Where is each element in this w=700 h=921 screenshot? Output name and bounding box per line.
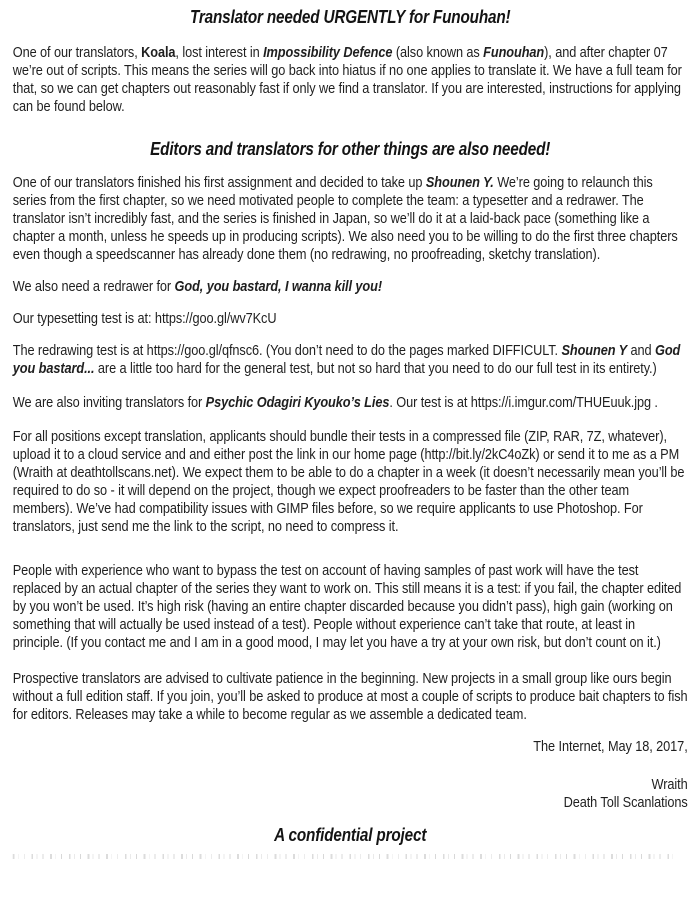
paragraph-redrawing-test bbox=[13, 342, 688, 378]
series-title-funouhan: Funouhan bbox=[483, 44, 545, 61]
text-segment: . Our test is at https://i.imgur.com/THUEuuk.jpg . bbox=[389, 394, 658, 411]
page-title: Translator needed URGENTLY for Funouhan! bbox=[189, 7, 511, 27]
text-segment: We are also inviting translators for bbox=[12, 394, 206, 411]
text-segment: We also need a redrawer for bbox=[12, 278, 175, 295]
section-title-editors-needed: Editors and translators for other things are also needed! bbox=[150, 139, 551, 159]
cutoff-next-line bbox=[13, 854, 674, 859]
paragraph-psychic-odagiri bbox=[13, 394, 688, 412]
signature-name: Wraith bbox=[651, 776, 688, 793]
series-title-god-you-bastard: God, you bastard, I wanna kill you! bbox=[174, 278, 382, 295]
document-page bbox=[0, 6, 700, 859]
text-segment: The redrawing test is at https://goo.gl/qfnsc6. (You don’t need to do the pages marked DIFFICULT. bbox=[12, 342, 562, 359]
signature-block bbox=[13, 738, 688, 812]
text-segment: People with experience who want to bypass the test on account of having samples of past work will have the test replaced by an actual chapter of the series they want to work on. This still means it is a test: if you fail, the chapter edited by you won’t be used. It’s high risk (having an entire chapter discarded because you didn’t pass), high gain (working on something that will actually be used instead of a test). People without experience can’t take that route, at least in principle. (If you contact me and I am in a good mood, I may let you have a try at your own risk, but don’t count on it.) bbox=[12, 562, 682, 651]
series-title-god-you-bastard: God you bastard... bbox=[12, 342, 681, 377]
signature-dateline: The Internet, May 18, 2017, bbox=[533, 738, 688, 755]
footer-title: A confidential project bbox=[274, 825, 427, 845]
signature-group: Death Toll Scanlations bbox=[563, 794, 688, 811]
text-segment: For all positions except translation, applicants should bundle their tests in a compressed file (ZIP, RAR, 7Z, whatever), upload it to a cloud service and and either post the link in our home page (http://bit.ly/2kC4oZk) or send it to me as a PM (Wraith at deathtollscans.net). We expect them to be able to do a chapter in a week (it doesn’t necessarily mean you’ll be required to do so - it will depend on the project, though we expect proofreaders to be faster than the other team members). We’ve had compatibility issues with GIMP files before, so we require applicants to use Photoshop. For translators, just send me the link to the script, no need to compress it. bbox=[12, 428, 685, 535]
series-title-psychic-odagiri: Psychic Odagiri Kyouko’s Lies bbox=[205, 394, 390, 411]
paragraph-funouhan-intro bbox=[13, 44, 688, 116]
paragraph-prospective-translators bbox=[13, 670, 688, 724]
text-segment: We’re going to relaunch this series from the first chapter, so we need motivated people to complete the team: a typesetter and a redrawer. The translator isn’t incredibly fast, and the series is finished in Japan, so we’ll do it at a laid-back pace (something like a chapter a month, unless he speeds up in producing scripts). We also need you to be willing to do the first three chapters even though a speedscanner has already done them (no redrawing, no proofreading, sketchy translation). bbox=[12, 174, 678, 263]
series-title-shounen-y: Shounen Y bbox=[561, 342, 628, 359]
text-segment: Prospective translators are advised to cultivate patience in the beginning. New projects in a small group like ours begin without a full edition staff. If you join, you’ll be asked to produce at most a couple of scripts to produce bait chapters to fish for editors. Releases may take a while to become regular as we assemble a dedicated team. bbox=[12, 670, 688, 723]
text-segment: (also known as bbox=[392, 44, 484, 61]
text-segment: , lost interest in bbox=[175, 44, 264, 61]
text-segment: One of our translators, bbox=[12, 44, 142, 61]
translator-name-koala: Koala bbox=[141, 44, 176, 61]
paragraph-shounen-y bbox=[13, 174, 688, 264]
series-title-impossibility-defence: Impossibility Defence bbox=[263, 44, 393, 61]
text-segment: and bbox=[627, 342, 656, 359]
series-title-shounen-y: Shounen Y. bbox=[425, 174, 494, 191]
paragraph-redrawer-needed bbox=[13, 278, 688, 296]
text-segment: are a little too hard for the general test, but not so hard that you need to do our full test in its entirety.) bbox=[94, 360, 657, 377]
text-segment: One of our translators finished his first assignment and decided to take up bbox=[12, 174, 426, 191]
paragraph-application-instructions bbox=[13, 428, 688, 536]
typesetting-test-url-text: Our typesetting test is at: https://goo.gl/wv7KcU bbox=[12, 310, 277, 327]
paragraph-typesetting-test bbox=[13, 310, 688, 328]
paragraph-test-bypass bbox=[13, 562, 688, 652]
text-segment: ), and after chapter 07 we’re out of scripts. This means the series will go back into hiatus if no one applies to translate it. We have a full team for that, so we can get chapters out reasonably fast if only we find a translator. If you are interested, instructions for applying can be found below. bbox=[12, 44, 682, 115]
